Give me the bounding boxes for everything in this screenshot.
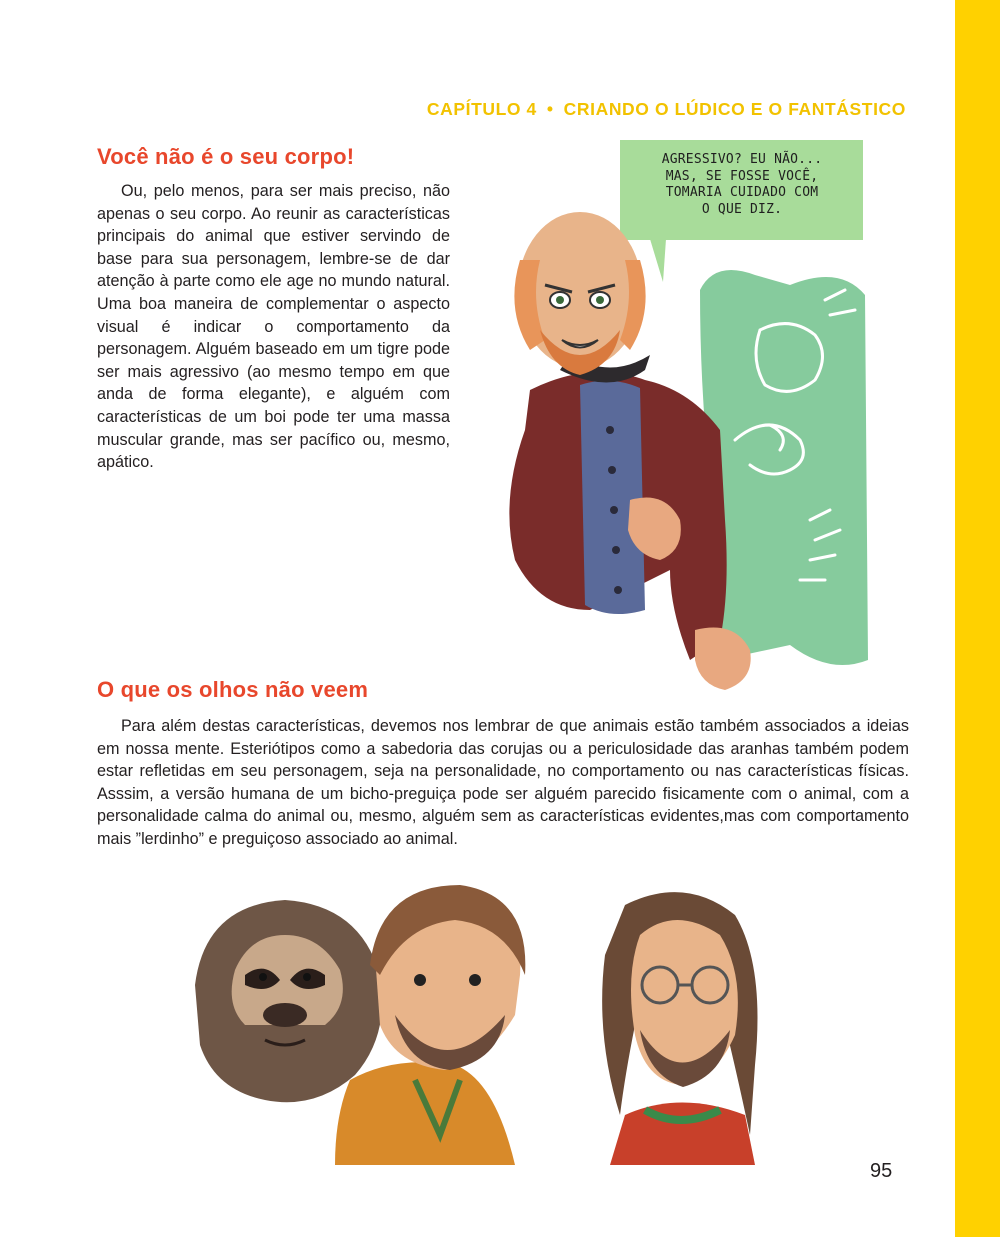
tiger-character-illustration bbox=[470, 140, 870, 705]
speech-line: AGRESSIVO? EU NÃO... bbox=[661, 152, 823, 167]
speech-line: MAS, SE FOSSE VOCÊ, bbox=[665, 168, 819, 184]
page-number: 95 bbox=[870, 1160, 893, 1182]
section-heading-eyes: O que os olhos não veem bbox=[97, 677, 369, 702]
man-two-portrait bbox=[602, 892, 757, 1165]
chapter-label: CAPÍTULO 4 bbox=[426, 99, 537, 119]
speech-line: O QUE DIZ. bbox=[701, 201, 783, 217]
section-body-paragraph: Para além destas características, devemos nos lembrar de que animais estão também associados a ideias em nossa mente. Esteriótipos como a sabedoria das corujas ou a periculosidade das aranhas também podem estar refletidas em seu personagem, seja na personalidade, no comportamento ou nas características físicas. Asssim, a versão humana de um bicho-preguiça pode ser alguém parecido fisicamente com o animal, com a personalidade calma do animal ou, mesmo, alguém sem as características evidentes,mas com comportamento mais ”lerdinho” e preguiçoso associado ao animal. bbox=[97, 717, 909, 848]
speech-line: TOMARIA CUIDADO COM bbox=[665, 185, 819, 200]
section-body-paragraph: Ou, pelo menos, para ser mais preciso, não apenas o seu corpo. Ao reunir as características principais do animal que estiver servindo de base para sua personagem, lembre-se de dar atenção à parte como ele age no mundo natural. Uma boa maneira de complementar o aspecto visual é indicar o comportamento da personagem. Alguém baseado em um tigre pode ser mais agressivo (ao mesmo tempo em que anda de forma elegante), e alguém com características de um boi pode ter uma massa muscular grande, mas ser pacífico ou, mesmo, apático. bbox=[97, 182, 450, 472]
running-head bbox=[427, 99, 906, 120]
speech-bubble-text bbox=[624, 152, 860, 218]
section-heading-body: Você não é o seu corpo! bbox=[97, 144, 355, 169]
yellow-side-bar bbox=[955, 0, 1000, 1237]
tiger-shadow bbox=[700, 270, 868, 665]
separator-dot: • bbox=[546, 99, 554, 119]
speech-bubble-tail bbox=[650, 239, 666, 282]
chapter-title: CRIANDO O LÚDICO E O FANTÁSTICO bbox=[563, 99, 906, 119]
sloth-and-men-illustration bbox=[155, 865, 795, 1175]
shirt bbox=[580, 381, 645, 614]
sloth-portrait bbox=[195, 900, 382, 1102]
